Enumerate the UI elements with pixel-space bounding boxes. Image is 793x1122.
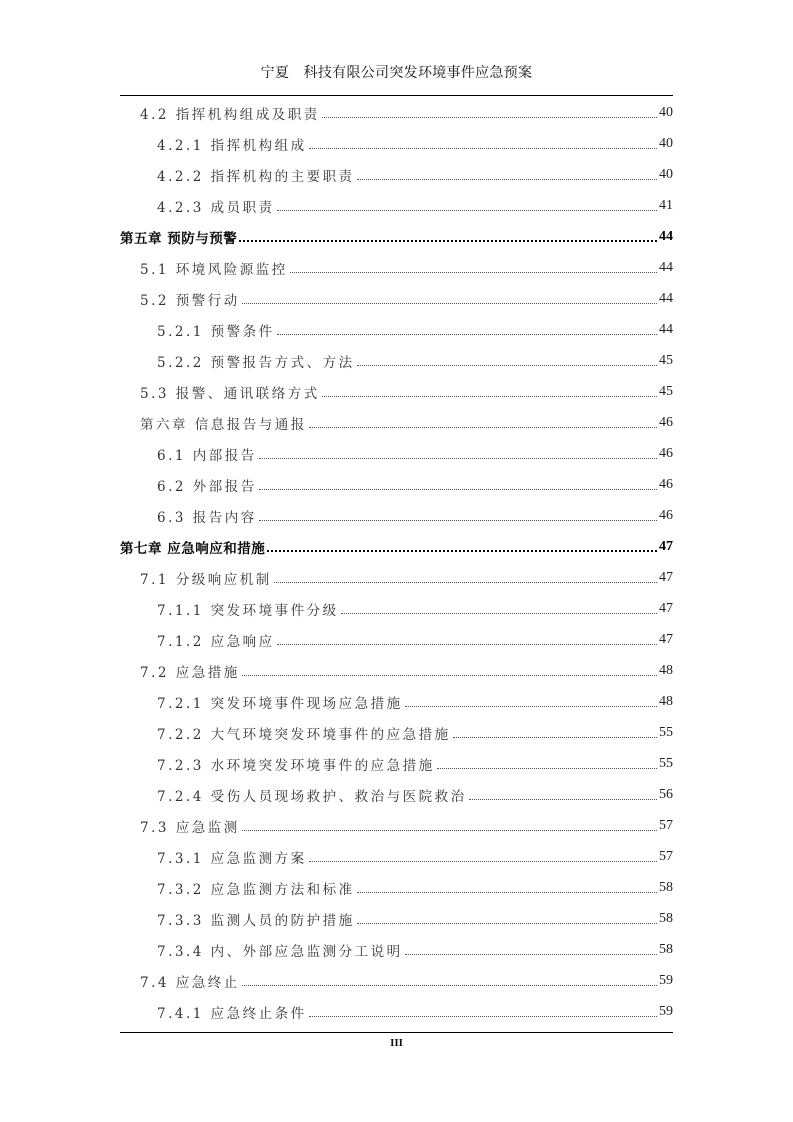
toc-entry[interactable]	[120, 903, 673, 934]
toc-entry-label: 7.2.2 大气环境突发环境事件的应急措施	[157, 726, 451, 743]
toc-entry-page-number: 44	[659, 259, 673, 275]
toc-entry[interactable]	[120, 283, 673, 314]
toc-entry-page-number: 47	[659, 631, 673, 647]
toc-dot-leader	[309, 148, 657, 149]
toc-dot-leader	[242, 675, 657, 676]
toc-entry-page-number: 41	[659, 197, 673, 213]
toc-entry-label: 6.2 外部报告	[157, 478, 257, 495]
toc-entry-page-number: 56	[659, 786, 673, 802]
toc-entry-label: 7.2.4 受伤人员现场救护、救治与医院救治	[157, 788, 467, 805]
toc-entry-page-number: 46	[659, 414, 673, 430]
toc-entry-label: 6.3 报告内容	[157, 509, 257, 526]
toc-entry[interactable]	[120, 314, 673, 345]
toc-dot-leader	[259, 489, 657, 490]
toc-entry-label: 7.3.3 监测人员的防护措施	[157, 912, 355, 929]
toc-dot-leader	[267, 550, 657, 552]
toc-dot-leader	[274, 582, 657, 583]
toc-entry-page-number: 46	[659, 476, 673, 492]
toc-dot-leader	[239, 240, 657, 242]
toc-entry[interactable]	[120, 810, 673, 841]
toc-entry[interactable]	[120, 345, 673, 376]
toc-entry-page-number: 59	[659, 1003, 673, 1019]
toc-entry[interactable]	[120, 624, 673, 655]
toc-entry-label: 5.1 环境风险源监控	[140, 261, 288, 278]
toc-dot-leader	[341, 613, 657, 614]
toc-entry-page-number: 45	[659, 383, 673, 399]
toc-dot-leader	[259, 458, 657, 459]
toc-entry-page-number: 40	[659, 135, 673, 151]
toc-dot-leader	[277, 334, 657, 335]
toc-entry-label: 7.2.3 水环境突发环境事件的应急措施	[157, 757, 435, 774]
page-header-title: 宁夏 科技有限公司突发环境事件应急预案	[260, 65, 533, 81]
toc-entry-label: 4.2.1 指挥机构组成	[157, 137, 307, 154]
toc-entry-page-number: 46	[659, 445, 673, 461]
toc-entry-label: 7.3.4 内、外部应急监测分工说明	[157, 943, 403, 960]
toc-dot-leader	[242, 303, 657, 304]
toc-dot-leader	[309, 861, 657, 862]
toc-entry-page-number: 44	[659, 290, 673, 306]
toc-entry-label: 5.2.2 预警报告方式、方法	[157, 354, 355, 371]
toc-entry[interactable]	[120, 841, 673, 872]
toc-entry-page-number: 40	[659, 104, 673, 120]
toc-entry-page-number: 55	[659, 724, 673, 740]
toc-entry-page-number: 58	[659, 941, 673, 957]
toc-entry-page-number: 47	[659, 600, 673, 616]
toc-entry-page-number: 59	[659, 972, 673, 988]
toc-entry[interactable]	[120, 965, 673, 996]
toc-entry-page-number: 46	[659, 507, 673, 523]
toc-entry-label: 4.2 指挥机构组成及职责	[140, 106, 320, 123]
toc-dot-leader	[469, 799, 657, 800]
toc-dot-leader	[437, 768, 657, 769]
toc-entry-label: 7.1.2 应急响应	[157, 633, 275, 650]
toc-entry-page-number: 40	[659, 166, 673, 182]
toc-entry-page-number: 58	[659, 879, 673, 895]
toc-entry-label: 5.3 报警、通讯联络方式	[140, 385, 320, 402]
toc-entry-label: 7.2 应急措施	[140, 664, 240, 681]
toc-entry-page-number: 45	[659, 352, 673, 368]
toc-entry[interactable]	[120, 593, 673, 624]
toc-entry[interactable]	[120, 252, 673, 283]
toc-dot-leader	[453, 737, 657, 738]
toc-entry[interactable]	[120, 686, 673, 717]
toc-entry[interactable]	[120, 97, 673, 128]
toc-entry-label: 第七章 应急响应和措施	[120, 540, 266, 557]
toc-entry-page-number: 57	[659, 817, 673, 833]
toc-entry-page-number: 48	[659, 662, 673, 678]
toc-dot-leader	[309, 1016, 657, 1017]
toc-dot-leader	[357, 365, 657, 366]
toc-dot-leader	[242, 985, 657, 986]
footer-page-number: III	[390, 1037, 403, 1049]
toc-entry-label: 7.2.1 突发环境事件现场应急措施	[157, 695, 403, 712]
toc-dot-leader	[322, 117, 657, 118]
toc-dot-leader	[309, 427, 657, 428]
header-divider	[120, 95, 673, 96]
toc-entry[interactable]	[120, 500, 673, 531]
toc-entry[interactable]	[120, 128, 673, 159]
toc-entry-label: 7.4.1 应急终止条件	[157, 1005, 307, 1022]
toc-entry-label: 7.1 分级响应机制	[140, 571, 272, 588]
toc-entry[interactable]	[120, 159, 673, 190]
toc-entry[interactable]	[120, 934, 673, 965]
toc-dot-leader	[290, 272, 657, 273]
toc-entry[interactable]	[120, 469, 673, 500]
toc-entry-label: 7.3.1 应急监测方案	[157, 850, 307, 867]
toc-entry[interactable]	[120, 996, 673, 1027]
toc-entry-page-number: 58	[659, 910, 673, 926]
toc-entry-label: 第五章 预防与预警	[120, 230, 238, 247]
toc-entry-label: 7.1.1 突发环境事件分级	[157, 602, 339, 619]
toc-entry-label: 5.2.1 预警条件	[157, 323, 275, 340]
toc-dot-leader	[405, 954, 657, 955]
table-of-contents	[120, 97, 673, 1027]
toc-chapter-entry[interactable]	[120, 531, 673, 562]
toc-entry-page-number: 48	[659, 693, 673, 709]
toc-entry[interactable]	[120, 779, 673, 810]
toc-entry[interactable]	[120, 717, 673, 748]
footer-divider	[120, 1032, 673, 1033]
toc-entry-label: 4.2.3 成员职责	[157, 199, 275, 216]
toc-entry[interactable]	[120, 376, 673, 407]
toc-entry[interactable]	[120, 407, 673, 438]
toc-entry[interactable]	[120, 190, 673, 221]
toc-entry-page-number: 44	[659, 228, 673, 244]
toc-dot-leader	[259, 520, 657, 521]
toc-dot-leader	[357, 179, 657, 180]
toc-entry-label: 第六章 信息报告与通报	[140, 416, 307, 433]
toc-entry[interactable]	[120, 438, 673, 469]
toc-dot-leader	[277, 644, 657, 645]
toc-entry-label: 6.1 内部报告	[157, 447, 257, 464]
toc-entry-page-number: 47	[659, 569, 673, 585]
toc-entry-label: 7.3.2 应急监测方法和标准	[157, 881, 355, 898]
toc-entry-page-number: 57	[659, 848, 673, 864]
toc-entry[interactable]	[120, 748, 673, 779]
toc-dot-leader	[405, 706, 657, 707]
toc-dot-leader	[322, 396, 657, 397]
toc-dot-leader	[357, 892, 657, 893]
toc-dot-leader	[242, 830, 657, 831]
toc-entry-page-number: 55	[659, 755, 673, 771]
toc-entry-label: 4.2.2 指挥机构的主要职责	[157, 168, 355, 185]
toc-entry[interactable]	[120, 655, 673, 686]
toc-chapter-entry[interactable]	[120, 221, 673, 252]
toc-entry[interactable]	[120, 872, 673, 903]
toc-entry-page-number: 44	[659, 321, 673, 337]
toc-entry-label: 7.3 应急监测	[140, 819, 240, 836]
toc-dot-leader	[357, 923, 657, 924]
toc-entry-page-number: 47	[659, 538, 673, 554]
toc-entry-label: 7.4 应急终止	[140, 974, 240, 991]
toc-entry-label: 5.2 预警行动	[140, 292, 240, 309]
toc-entry[interactable]	[120, 562, 673, 593]
toc-dot-leader	[277, 210, 657, 211]
